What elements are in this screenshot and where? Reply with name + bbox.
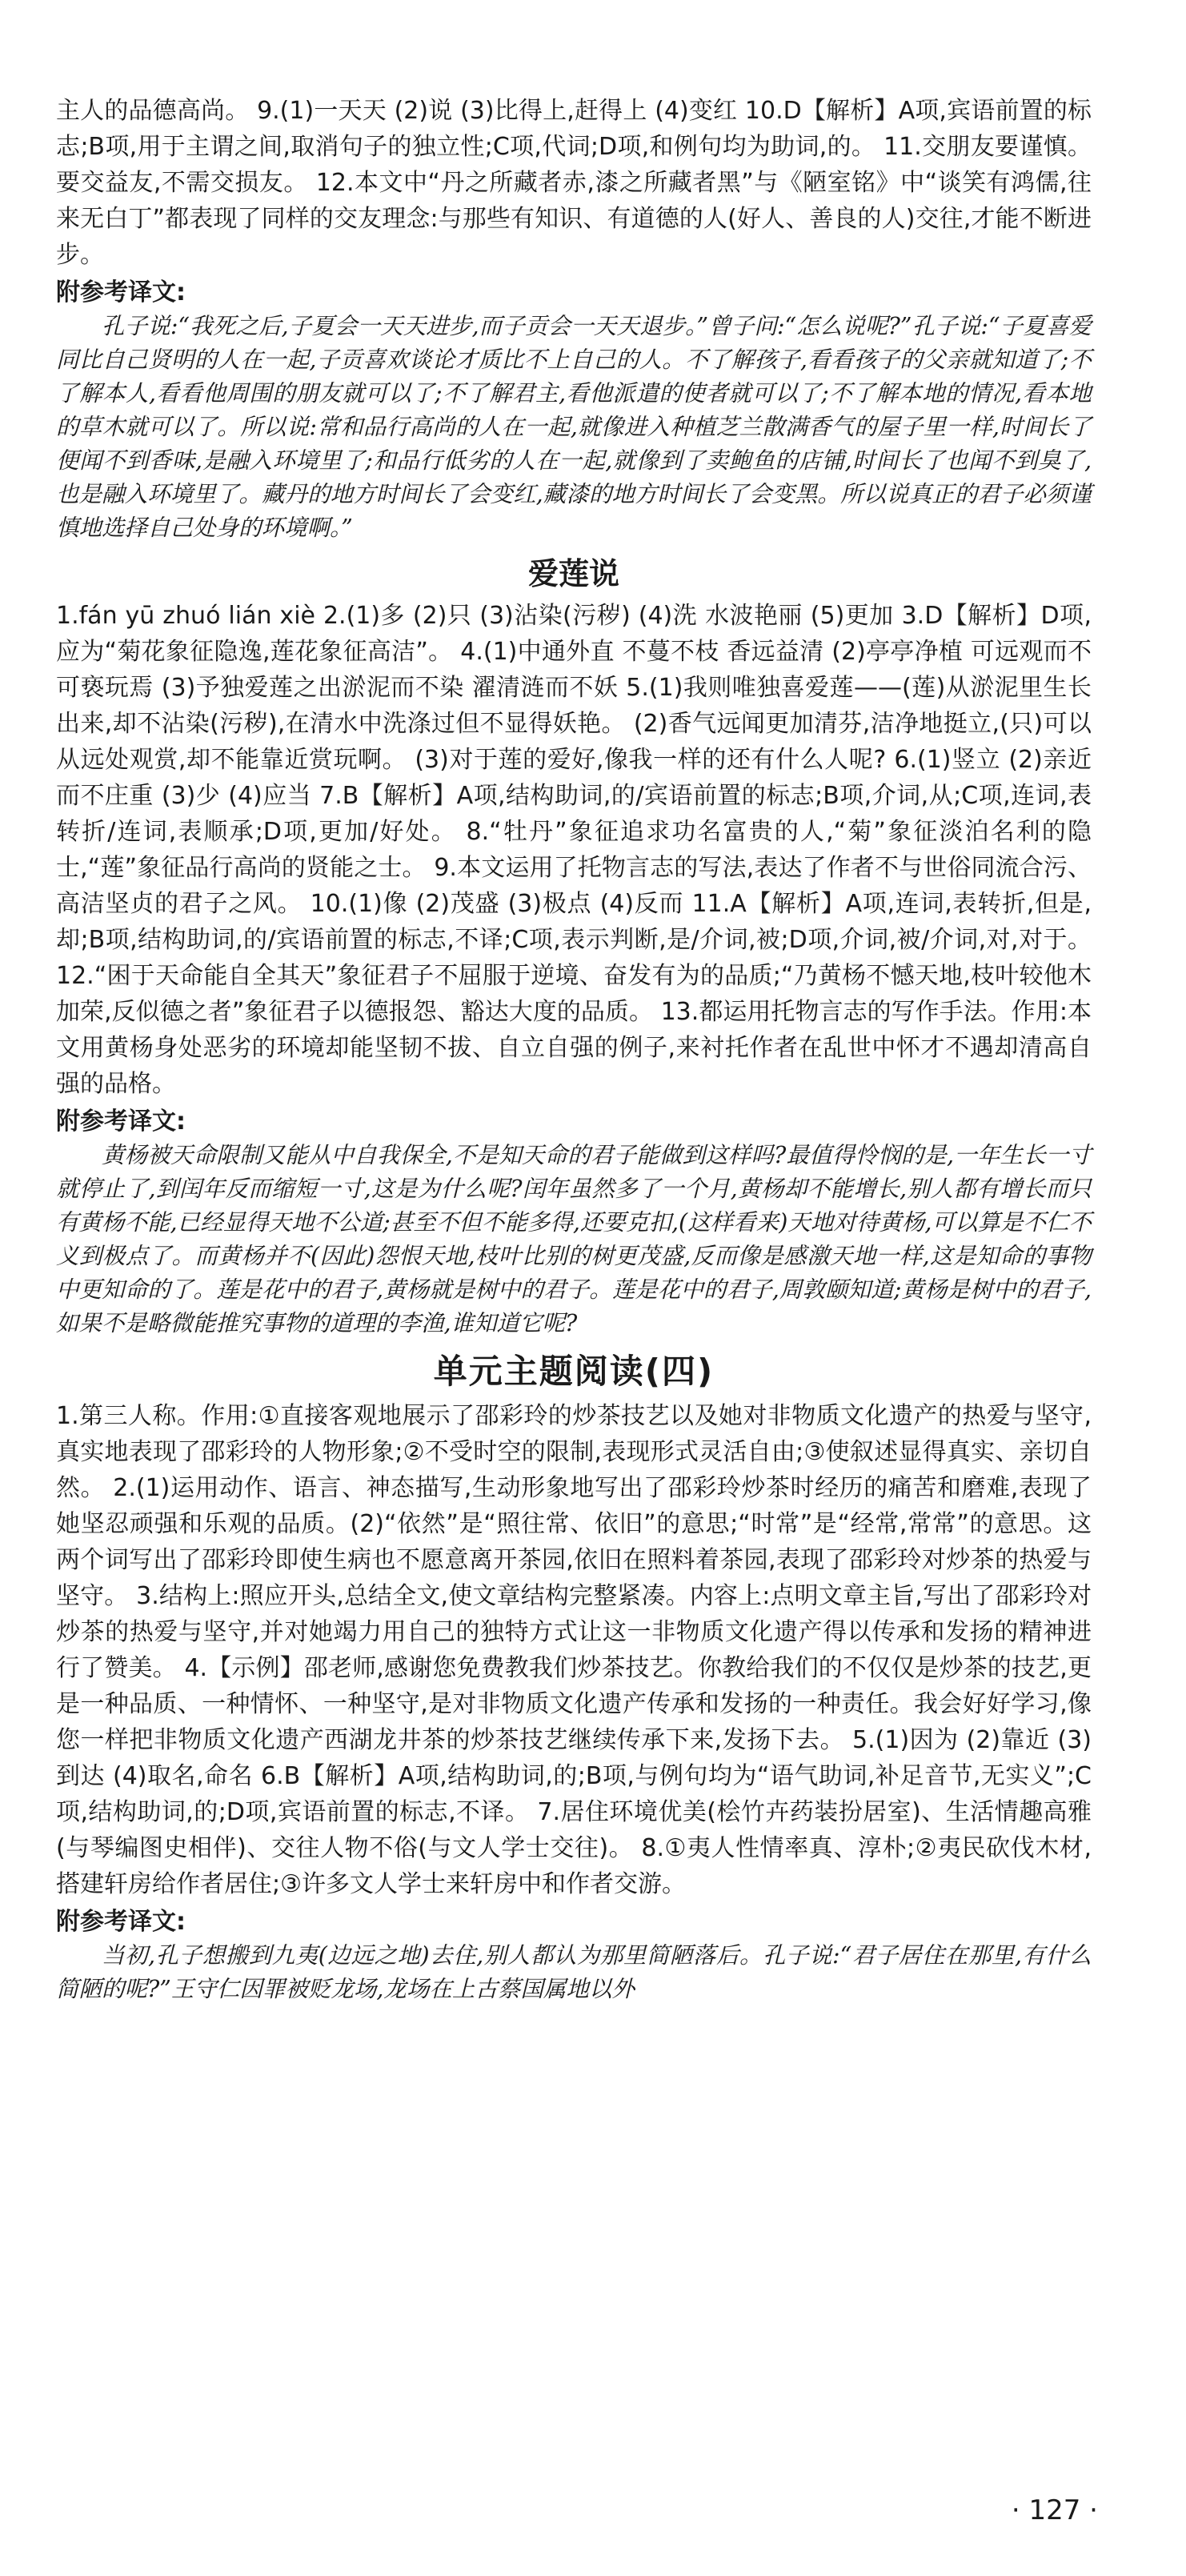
translation-label: 附参考译文: [56,1108,186,1136]
translation-paragraph: 孔子说:“我死之后,子夏会一天天进步,而子贡会一天天退步。”曾子问:“怎么说呢?”孔子说:“子夏喜爱同比自己贤明的人在一起,子贡喜欢谈论才质比不上自己的人。不了解孩子,看看孩子的父亲就知道了;不了解本人,看看他周围的朋友就可以了;不了解君主,看他派遣的使者就可以了;不了解本地的情况,看本地的草木就可以了。所以说:常和品行高尚的人在一起,就像进入种植芝兰散满香气的屋子里一样,时间长了便闻不到香味,是融入环境里了;和品行低劣的人在一起,就像到了卖鲍鱼的店铺,时间长了也闻不到臭了,也是融入环境里了。藏丹的地方时间长了会变红,藏漆的地方时间长了会变黑。所以说真正的君子必须谨慎地选择自己处身的环境啊。” [56,313,1092,541]
translation-label: 附参考译文: [56,1908,186,1936]
answers-paragraph: 1.fán yū zhuó lián xiè 2.(1)多 (2)只 (3)沾染(污秽) (4)洗 水波艳丽 (5)更加 3.D【解析】D项,应为“菊花象征隐逸,莲花象征高洁”。 4.(1)中通外直 不蔓不枝 香远益清 (2)亭亭净植 可远观而不可亵玩焉 (3)予独爱莲之出淤泥而不染 濯清涟而不妖 5.(1)我则唯独喜爱莲——(莲)从淤泥里生长出来,却不沾染(污秽),在清水中洗涤过但不显得妖艳。 (2)香气远闻更加清芬,洁净地挺立,(只)可以从远处观赏,却不能靠近赏玩啊。 (3)对于莲的爱好,像我一样的还有什么人呢? 6.(1)竖立 (2)亲近而不庄重 (3)少 (4)应当 7.B【解析】A项,结构助词,的/宾语前置的标志;B项,介词,从;C项,连词,表转折/连词,表顺承;D项,更加/好处。 8.“牡丹”象征追求功名富贵的人,“菊”象征淡泊名利的隐士,“莲”象征品行高尚的贤能之士。 9.本文运用了托物言志的写法,表达了作者不与世俗同流合污、高洁坚贞的君子之风。 10.(1)像 (2)茂盛 (3)极点 (4)反而 11.A【解析】A项,连词,表转折,但是,却;B项,结构助词,的/宾语前置的标志,不译;C项,表示判断,是/介词,被;D项,介词,被/介词,对,对于。 12.“困于天命能自全其天”象征君子不屈服于逆境、奋发有为的品质;“乃黄杨不憾天地,枝叶较他木加荣,反似德之者”象征君子以德报怨、豁达大度的品质。 13.都运用托物言志的写作手法。作用:本文用黄杨身处恶劣的环境却能坚韧不拔、自立自强的例子,来衬托作者在乱世中怀才不遇却清高自强的品格。 [56,602,1092,1098]
section-unit-reading-4 [56,1347,1092,2006]
answers-paragraph: 1.第三人称。作用:①直接客观地展示了邵彩玲的炒茶技艺以及她对非物质文化遗产的热爱与坚守,真实地表现了邵彩玲的人物形象;②不受时空的限制,表现形式灵活自由;③使叙述显得真实、亲切自然。 2.(1)运用动作、语言、神态描写,生动形象地写出了邵彩玲炒茶时经历的痛苦和磨难,表现了她坚忍顽强和乐观的品质。(2)“依然”是“照往常、依旧”的意思;“时常”是“经常,常常”的意思。这两个词写出了邵彩玲即使生病也不愿意离开茶园,依旧在照料着茶园,表现了邵彩玲对炒茶的热爱与坚守。 3.结构上:照应开头,总结全文,使文章结构完整紧凑。内容上:点明文章主旨,写出了邵彩玲对炒茶的热爱与坚守,并对她竭力用自己的独特方式让这一非物质文化遗产得以传承和发扬的精神进行了赞美。 4.【示例】邵老师,感谢您免费教我们炒茶技艺。你教给我们的不仅仅是炒茶的技艺,更是一种品质、一种情怀、一种坚守,是对非物质文化遗产传承和发扬的一种责任。我会好好学习,像您一样把非物质文化遗产西湖龙井茶的炒茶技艺继续传承下来,发扬下去。 5.(1)因为 (2)靠近 (3)到达 (4)取名,命名 6.B【解析】A项,结构助词,的;B项,与例句均为“语气助词,补足音节,无实义”;C项,结构助词,的;D项,宾语前置的标志,不译。 7.居住环境优美(桧竹卉药装扮居室)、生活情趣高雅(与琴编图史相伴)、交往人物不俗(与文人学士交往)。 8.①夷人性情率真、淳朴;②夷民砍伐木材,搭建轩房给作者居住;③许多文人学士来轩房中和作者交游。 [56,1402,1092,1898]
section-title: 单元主题阅读(四) [433,1352,715,1391]
section-ailianshuo [56,551,1092,1340]
answers-paragraph: 主人的品德高尚。 9.(1)一天天 (2)说 (3)比得上,赶得上 (4)变红 10.D【解析】A项,宾语前置的标志;B项,用于主谓之间,取消句子的独立性;C项,代词;D项,和例句均为助词,的。 11.交朋友要谨慎。要交益友,不需交损友。 12.本文中“丹之所藏者赤,漆之所藏者黑”与《陋室铭》中“谈笑有鸿儒,往来无白丁”都表现了同样的交友理念:与那些有知识、有道德的人(好人、善良的人)交往,才能不断进步。 [56,97,1092,269]
translation-label: 附参考译文: [56,278,186,306]
translation-paragraph: 当初,孔子想搬到九夷(边远之地)去住,别人都认为那里简陋落后。孔子说:“君子居住在那里,有什么简陋的呢?”王守仁因罪被贬龙场,龙场在上古蔡国属地以外 [56,1942,1092,2002]
section-lunyu [56,93,1092,545]
section-title: 爱莲说 [527,556,619,591]
page-number: · 127 · [1011,2494,1098,2526]
translation-paragraph: 黄杨被天命限制又能从中自我保全,不是知天命的君子能做到这样吗?最值得怜悯的是,一年生长一寸就停止了,到闰年反而缩短一寸,这是为什么呢?闰年虽然多了一个月,黄杨却不能增长,别人都有增长而只有黄杨不能,已经显得天地不公道;甚至不但不能多得,还要克扣,(这样看来)天地对待黄杨,可以算是不仁不义到极点了。而黄杨并不(因此)怨恨天地,枝叶比别的树更茂盛,反而像是感激天地一样,这是知命的事物中更知命的了。莲是花中的君子,黄杨就是树中的君子。莲是花中的君子,周敦颐知道;黄杨是树中的君子,如果不是略微能推究事物的道理的李渔,谁知道它呢? [56,1142,1092,1336]
